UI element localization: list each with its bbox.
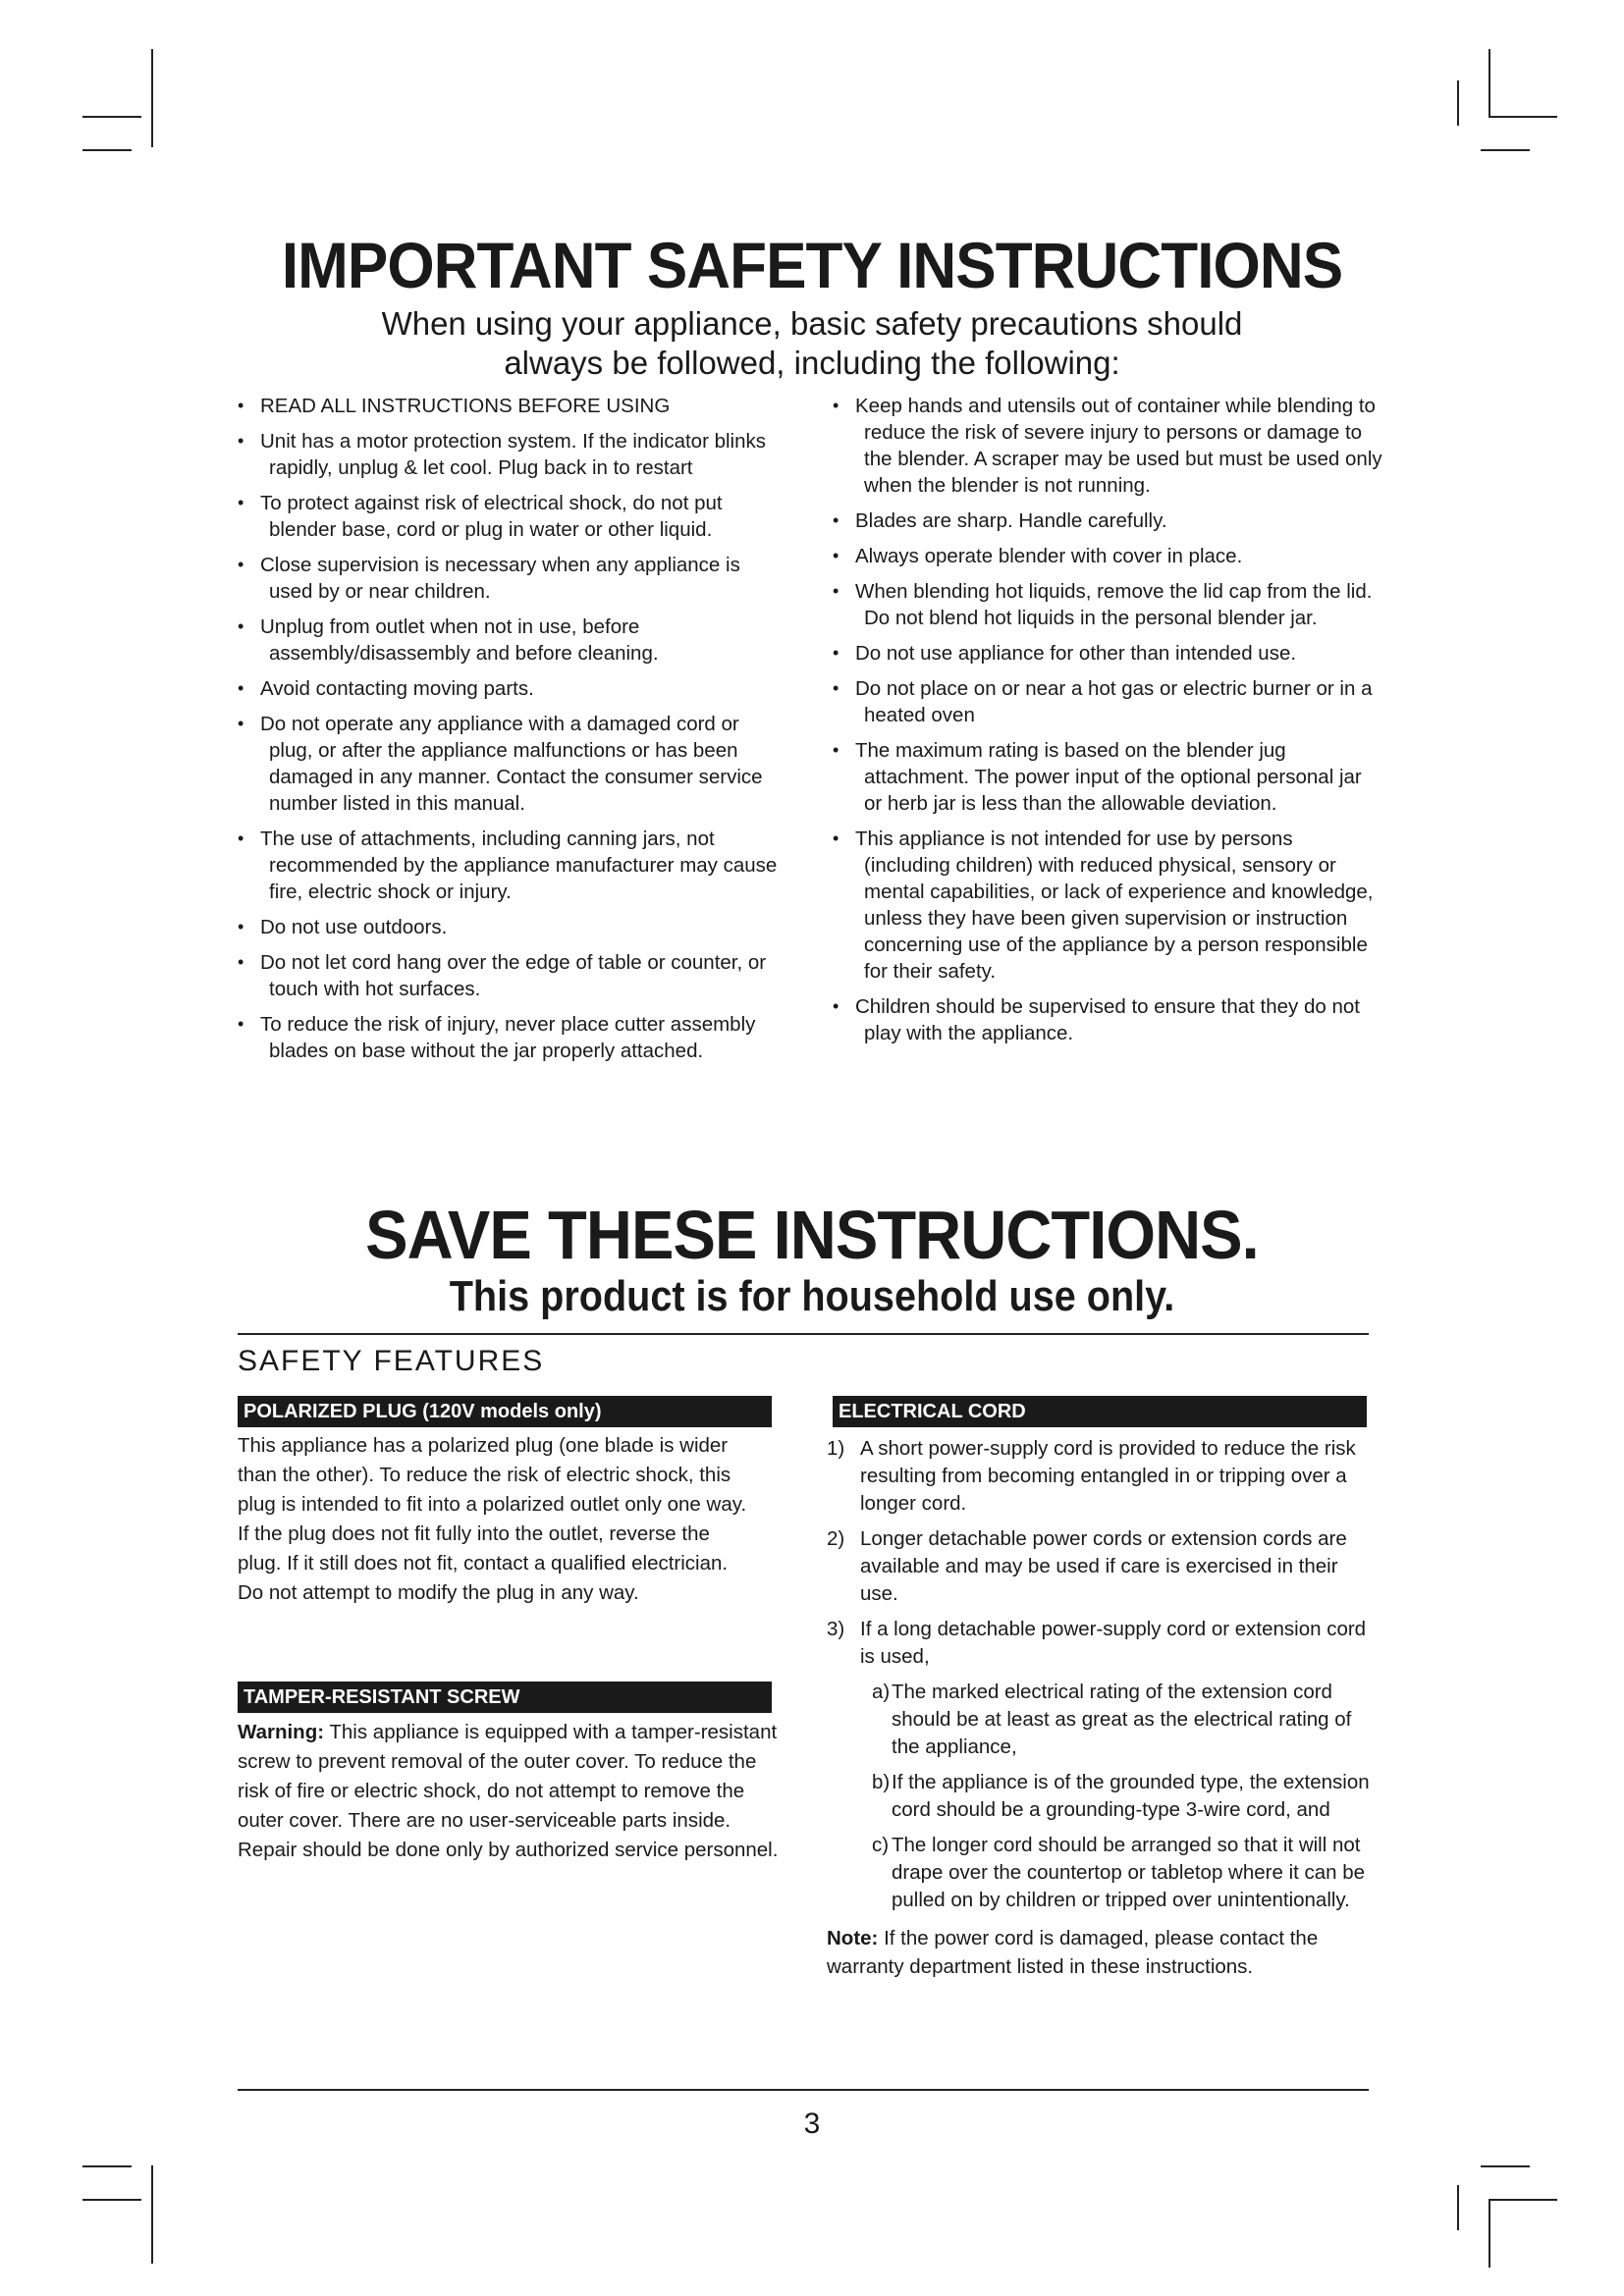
- instruction-item: • To reduce the risk of injury, never place cutter assembly blades on base without the jar properly attached.: [238, 1011, 787, 1064]
- instruction-item: • Avoid contacting moving parts.: [238, 675, 787, 702]
- crop-mark: [82, 116, 141, 118]
- crop-mark: [1489, 116, 1557, 118]
- save-instructions-title: SAVE THESE INSTRUCTIONS.: [365, 1197, 1259, 1273]
- instructions-left-column: [238, 393, 787, 1073]
- subtitle-line: always be followed, including the following:: [504, 345, 1120, 381]
- electrical-cord-heading: ELECTRICAL CORD: [833, 1396, 1367, 1427]
- page-title: IMPORTANT SAFETY INSTRUCTIONS: [281, 229, 1343, 301]
- instruction-item: • Children should be supervised to ensure that they do not play with the appliance.: [833, 993, 1382, 1046]
- crop-mark: [1489, 49, 1490, 118]
- instruction-item: • Keep hands and utensils out of container while blending to reduce the risk of severe injury to persons or damage to the blender. A scraper may be used but must be used only when the blender is not running.: [833, 393, 1382, 499]
- cord-sublist-item: [827, 1679, 1377, 1761]
- instruction-item: • Do not place on or near a hot gas or electric burner or in a heated oven: [833, 675, 1382, 728]
- section-divider: [238, 1333, 1369, 1335]
- warning-label: Warning:: [238, 1721, 325, 1743]
- cord-note: [827, 1924, 1377, 1981]
- crop-mark: [1457, 2185, 1459, 2230]
- instruction-item: • The maximum rating is based on the blender jug attachment. The power input of the optional personal jar or herb jar is less than the allowable deviation.: [833, 737, 1382, 817]
- instruction-item: • When blending hot liquids, remove the lid cap from the lid. Do not blend hot liquids in the personal blender jar.: [833, 578, 1382, 631]
- cord-sublist-item: [827, 1769, 1377, 1824]
- instruction-list: [833, 393, 1382, 1046]
- instructions-right-column: [833, 393, 1382, 1055]
- crop-mark: [1489, 2199, 1557, 2201]
- instruction-item: • The use of attachments, including canning jars, not recommended by the appliance manufacturer may cause fire, electric shock or injury.: [238, 826, 787, 905]
- list-text: Longer detachable power cords or extension cords are available and may be used if care is exercised in their use.: [860, 1527, 1347, 1605]
- warning-text: This appliance is equipped with a tamper-resistant screw to prevent removal of the outer cover. To reduce the risk of fire or electric shock, do not attempt to remove the outer cover. There are no user-serviceable parts inside. Repair should be done only by authorized service personnel.: [238, 1721, 779, 1861]
- cord-list-item: [827, 1616, 1377, 1671]
- instruction-item: • Do not use appliance for other than intended use.: [833, 640, 1382, 667]
- instruction-item: • Do not let cord hang over the edge of table or counter, or touch with hot surfaces.: [238, 949, 787, 1002]
- tamper-resistant-screw-heading: TAMPER-RESISTANT SCREW: [238, 1682, 772, 1713]
- cord-list: [827, 1435, 1377, 1671]
- list-letter: c): [872, 1834, 890, 1856]
- instruction-item: • READ ALL INSTRUCTIONS BEFORE USING: [238, 393, 787, 419]
- crop-mark: [1481, 2165, 1530, 2167]
- page-subtitle: [0, 304, 1624, 383]
- crop-mark: [151, 49, 153, 147]
- instruction-list: [238, 393, 787, 1064]
- instruction-item: • To protect against risk of electrical shock, do not put blender base, cord or plug in water or other liquid.: [238, 490, 787, 543]
- list-letter: b): [872, 1771, 891, 1793]
- instruction-item: • Do not operate any appliance with a damaged cord or plug, or after the appliance malfunctions or has been damaged in any manner. Contact the consumer service number listed in this manual.: [238, 711, 787, 817]
- cord-list-item: [827, 1525, 1377, 1608]
- list-text: A short power-supply cord is provided to reduce the risk resulting from becoming entangled in or tripping over a longer cord.: [860, 1437, 1356, 1515]
- safety-features-heading: SAFETY FEATURES: [238, 1345, 545, 1377]
- list-letter: a): [872, 1681, 891, 1703]
- footer-divider: [238, 2089, 1369, 2091]
- cord-sublist-item: [827, 1832, 1377, 1914]
- instruction-item: • This appliance is not intended for use by persons (including children) with reduced physical, sensory or mental capabilities, or lack of experience and knowledge, unless they have been given supervision or instruction concerning use of the appliance by a person responsible for their safety.: [833, 826, 1382, 985]
- subtitle-line: When using your appliance, basic safety precautions should: [381, 305, 1243, 342]
- instruction-item: • Unit has a motor protection system. If the indicator blinks rapidly, unplug & let cool. Plug back in to restart: [238, 428, 787, 481]
- instruction-item: • Unplug from outlet when not in use, before assembly/disassembly and before cleaning.: [238, 614, 787, 667]
- crop-mark: [82, 149, 132, 151]
- list-text: If a long detachable power-supply cord or extension cord is used,: [860, 1618, 1367, 1668]
- list-number: 1): [827, 1437, 845, 1460]
- page-number: 3: [803, 2108, 821, 2140]
- instruction-item: • Close supervision is necessary when any appliance is used by or near children.: [238, 552, 787, 605]
- crop-mark: [82, 2165, 132, 2167]
- crop-mark: [151, 2165, 153, 2264]
- polarized-plug-heading: POLARIZED PLUG (120V models only): [238, 1396, 772, 1427]
- note-label: Note:: [827, 1927, 879, 1949]
- list-text: The marked electrical rating of the extension cord should be at least as great as the electrical rating of the appliance,: [892, 1681, 1352, 1758]
- household-use-notice: This product is for household use only.: [449, 1272, 1175, 1320]
- electrical-cord-content: [827, 1435, 1377, 2002]
- crop-mark: [1457, 80, 1459, 126]
- crop-mark: [82, 2199, 141, 2201]
- note-text: If the power cord is damaged, please contact the warranty department listed in these instructions.: [827, 1927, 1319, 1978]
- polarized-plug-text: This appliance has a polarized plug (one blade is wider than the other). To reduce the risk of electric shock, this plug is intended to fit into a polarized outlet only one way. If the plug does not fit fully into the outlet, reverse the plug. If it still does not fit, contact a qualified electrician. Do not attempt to modify the plug in any way.: [238, 1434, 747, 1604]
- list-number: 3): [827, 1618, 845, 1640]
- instruction-item: • Always operate blender with cover in place.: [833, 543, 1382, 569]
- list-number: 2): [827, 1527, 845, 1550]
- crop-mark: [1481, 149, 1530, 151]
- list-text: If the appliance is of the grounded type, the extension cord should be a grounding-type 3-wire cord, and: [892, 1771, 1370, 1821]
- cord-sublist: [827, 1679, 1377, 1914]
- tamper-resistant-screw-text: [238, 1718, 787, 1865]
- instruction-item: • Do not use outdoors.: [238, 914, 787, 940]
- cord-list-item: [827, 1435, 1377, 1518]
- list-text: The longer cord should be arranged so that it will not drape over the countertop or tabletop where it can be pulled on by children or tripped over unintentionally.: [892, 1834, 1366, 1911]
- crop-mark: [1489, 2199, 1490, 2268]
- instruction-item: • Blades are sharp. Handle carefully.: [833, 507, 1382, 534]
